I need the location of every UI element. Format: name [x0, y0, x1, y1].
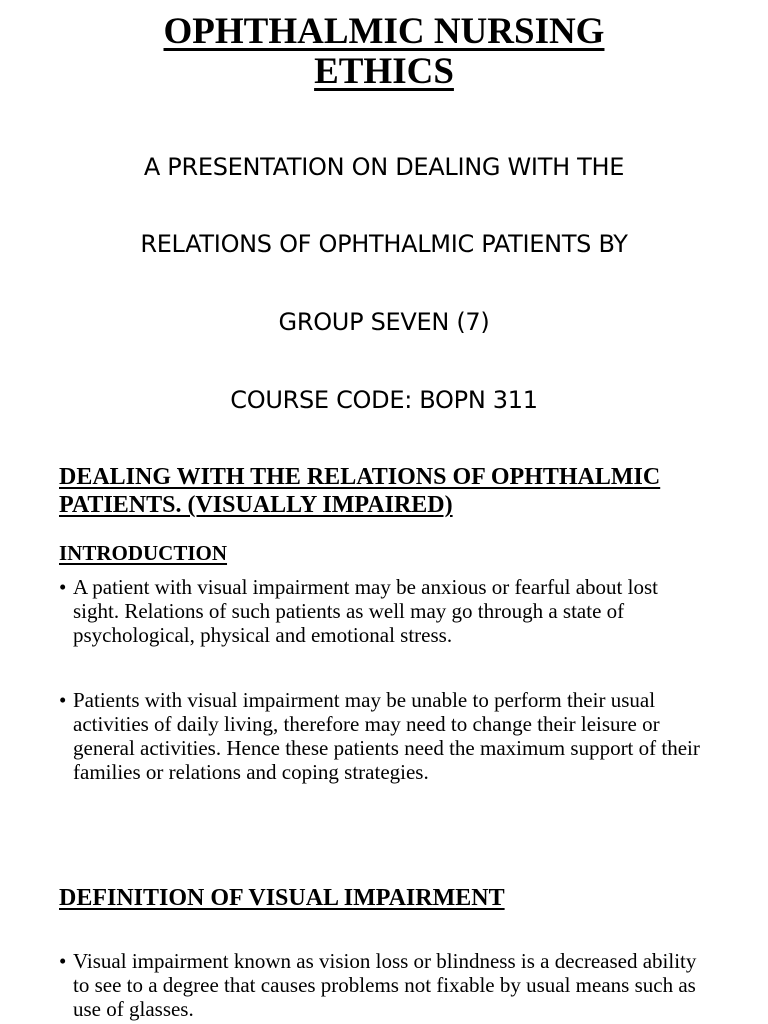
subtitle-course-code: COURSE CODE: BOPN 311	[230, 386, 538, 414]
subtitle-line-1: A PRESENTATION ON DEALING WITH THE	[143, 153, 625, 181]
bullet-text: Visual impairment known as vision loss or blindness is a decreased ability to see to a degree that causes problems not fixable by usual means such as use of glasses.	[73, 949, 697, 1021]
title-line-2: ETHICS	[314, 51, 454, 92]
list-item	[59, 575, 709, 647]
bullet-text: Patients with visual impairment may be unable to perform their usual activities of daily living, therefore may need to change their leisure or general activities. Hence these patients need the maximum support of their families or relations and coping strategies.	[73, 688, 700, 784]
list-item	[59, 688, 709, 784]
bullet-marker: •	[59, 575, 67, 599]
bullet-marker: •	[59, 688, 67, 712]
document-title	[0, 12, 768, 92]
title-line-1: OPHTHALMIC NURSING	[163, 11, 605, 52]
bullet-text: A patient with visual impairment may be anxious or fearful about lost sight. Relations of such patients as well may go through a state of psychological, physical and emotional stress.	[73, 575, 658, 647]
list-item	[59, 949, 709, 1021]
section-heading-line-1: DEALING WITH THE RELATIONS OF OPHTHALMIC	[59, 464, 661, 490]
introduction-heading: INTRODUCTION	[59, 541, 228, 565]
subtitle-group: GROUP SEVEN (7)	[278, 308, 490, 336]
section-heading-relations	[59, 463, 660, 519]
definition-heading: DEFINITION OF VISUAL IMPAIRMENT	[59, 885, 505, 911]
bullet-marker: •	[59, 949, 67, 973]
subtitle-line-2: RELATIONS OF OPHTHALMIC PATIENTS BY	[140, 230, 628, 258]
section-heading-line-2: PATIENTS. (VISUALLY IMPAIRED)	[59, 492, 453, 518]
